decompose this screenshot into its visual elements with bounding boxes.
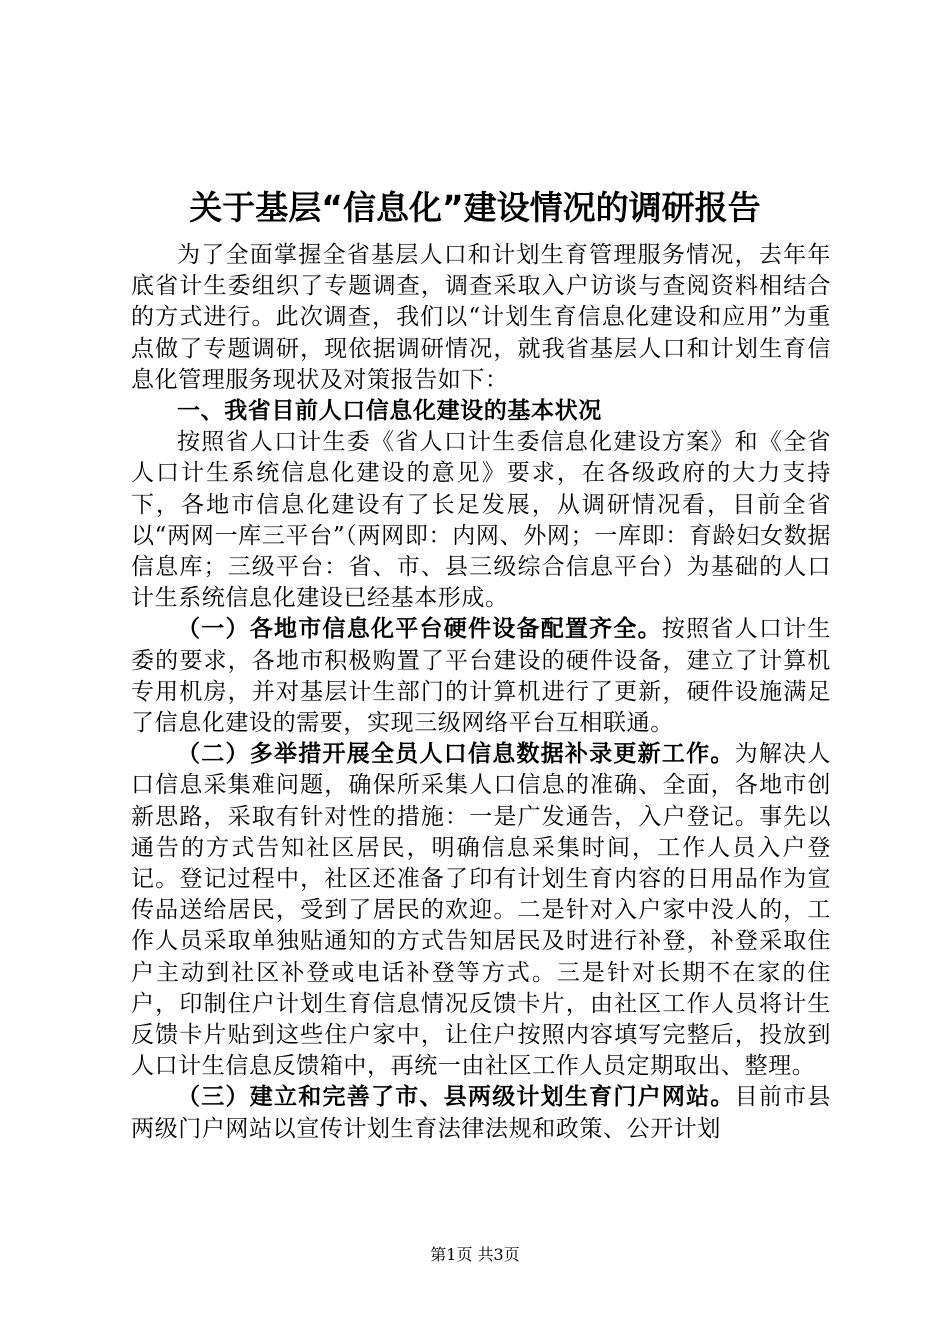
document-body bbox=[131, 240, 831, 1145]
item-lead-2: （二）多举措开展全员人口信息数据补录更新工作。 bbox=[177, 741, 735, 768]
item-text-2: 为解决人口信息采集难问题，确保所采集人口信息的准确、全面，各地市创新思路，采取有针对性的措施：一是广发通告，入户登记。事先以通告的方式告知社区居民，明确信息采集时间，工作人员入户登记。登记过程中，社区还准备了印有计划生育内容的日用品作为宣传品送给居民，受到了居民的欢迎。二是针对入户家中没人的，工作人员采取单独贴通知的方式告知居民及时进行补登，补登采取住户主动到社区补登或电话补登等方式。三是针对长期不在家的住户，印制住户计划生育信息情况反馈卡片，由社区工作人员将计生反馈卡片贴到这些住户家中，让住户按照内容填写完整后，投放到人口计生信息反馈箱中，再统一由社区工作人员定期取出、整理。 bbox=[131, 741, 831, 1080]
document-title: 关于基层“信息化”建设情况的调研报告 bbox=[189, 188, 761, 227]
item-paragraph-1 bbox=[131, 614, 831, 739]
item-paragraph-2 bbox=[131, 739, 831, 1082]
item-text-1: 按照省人口计生委的要求，各地市积极购置了平台建设的硬件设备，建立了计算机专用机房，并对基层计生部门的计算机进行了更新，硬件设施满足了信息化建设的需要，实现三级网络平台互相联通。 bbox=[131, 616, 831, 737]
item-lead-3: （三）建立和完善了市、县两级计划生育门户网站。 bbox=[177, 1084, 735, 1111]
intro-paragraph: 为了全面掌握全省基层人口和计划生育管理服务情况，去年年底省计生委组织了专题调查，调查采取入户访谈与查阅资料相结合的方式进行。此次调查，我们以“计划生育信息化建设和应用”为重点做了专题调研，现依据调研情况，就我省基层人口和计划生育信息化管理服务现状及对策报告如下： bbox=[131, 242, 831, 393]
page-number-footer: 第1页 共3页 bbox=[430, 1245, 520, 1264]
item-paragraph-3 bbox=[131, 1082, 831, 1144]
section-heading: 一、我省目前人口信息化建设的基本状况 bbox=[177, 398, 602, 425]
item-lead-1: （一）各地市信息化平台硬件设备配置齐全。 bbox=[177, 616, 662, 643]
item-text-3: 目前市县两级门户网站以宣传计划生育法律法规和政策、公开计划 bbox=[131, 1084, 831, 1142]
section-paragraph: 按照省人口计生委《省人口计生委信息化建设方案》和《全省人口计生系统信息化建设的意见》要求，在各级政府的大力支持下，各地市信息化建设有了长足发展，从调研情况看，目前全省以“两网一库三平台”（两网即：内网、外网；一库即：育龄妇女数据信息库；三级平台：省、市、县三级综合信息平台）为基础的人口计生系统信息化建设已经基本形成。 bbox=[131, 429, 831, 612]
